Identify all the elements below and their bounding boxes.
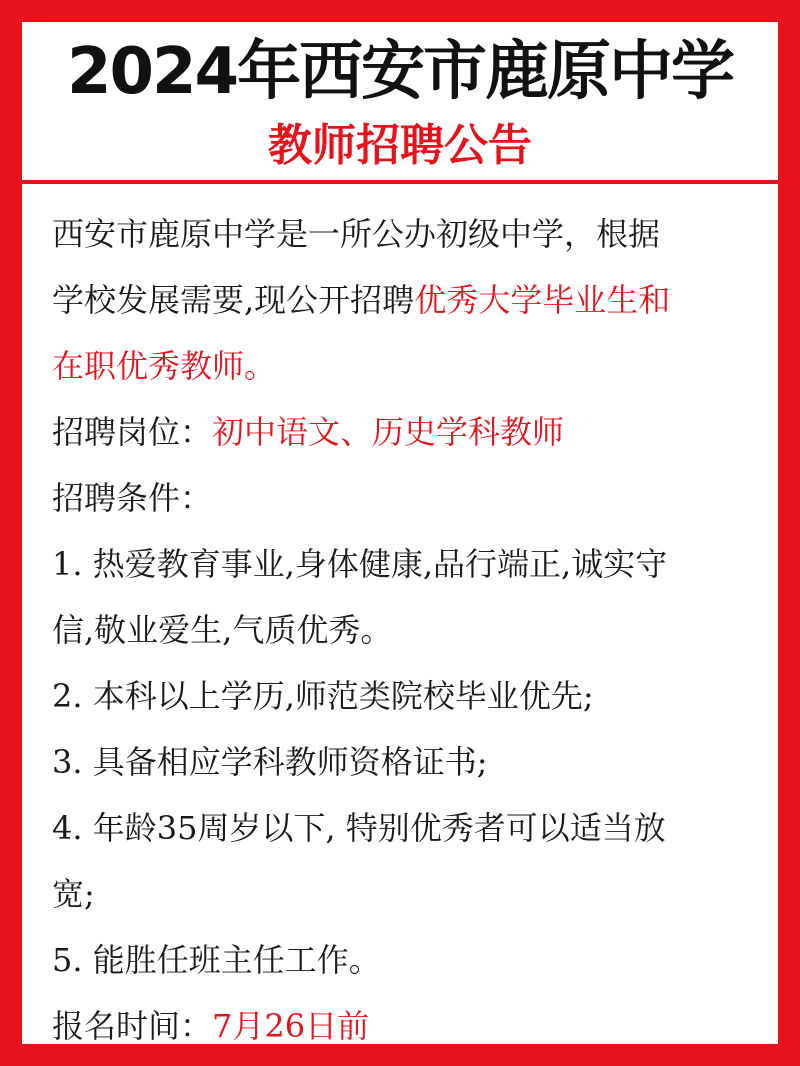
intro-line-2-highlight: 优秀大学毕业生和	[414, 281, 671, 319]
condition-item-4-line-1: 4. 年龄35周岁以下, 特别优秀者可以适当放	[52, 809, 666, 847]
announcement-card	[22, 22, 778, 1044]
positions-label: 招聘岗位：	[52, 413, 213, 451]
condition-item-1-line-2: 信,敬业爱生,气质优秀。	[52, 611, 393, 649]
intro-line-1: 西安市鹿原中学是一所公办初级中学，根据	[52, 215, 661, 253]
conditions-label: 招聘条件：	[52, 479, 213, 517]
registration-value: 7月26日前	[212, 1007, 370, 1045]
condition-item-5: 5. 能胜任班主任工作。	[52, 941, 381, 979]
condition-item-2: 2. 本科以上学历,师范类院校毕业优先;	[52, 677, 594, 715]
positions-value: 初中语文、历史学科教师	[212, 413, 565, 451]
condition-item-3: 3. 具备相应学科教师资格证书;	[52, 743, 488, 781]
registration-label: 报名时间：	[52, 1007, 213, 1045]
condition-item-1-line-1: 1. 热爱教育事业,身体健康,品行端正,诚实守	[52, 545, 668, 583]
condition-item-4-line-2: 宽;	[52, 875, 95, 913]
intro-line-2	[52, 278, 670, 322]
header	[22, 22, 778, 180]
header-divider	[22, 180, 778, 184]
registration-row	[52, 1004, 369, 1048]
page-subtitle: 教师招聘公告	[268, 120, 532, 171]
intro-line-3-highlight: 在职优秀教师。	[52, 347, 277, 385]
positions-row	[52, 410, 564, 454]
page-title: 2024年西安市鹿原中学	[66, 35, 734, 109]
intro-line-2-text: 学校发展需要,现公开招聘	[52, 281, 415, 319]
